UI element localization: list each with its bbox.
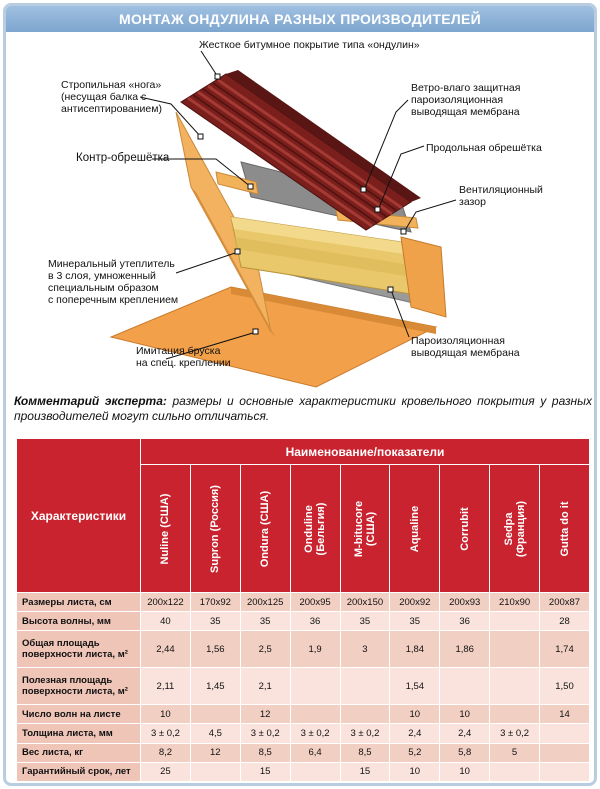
table-cell: 210x90: [490, 593, 540, 612]
table-cell: 3 ± 0,2: [490, 724, 540, 743]
table-cell: [190, 705, 240, 724]
label-vent-2: зазор: [459, 196, 486, 208]
table-cell: [490, 705, 540, 724]
manufacturer-name: Supron (Россия): [209, 484, 222, 573]
label-top-cover: Жесткое битумное покрытие типа «ондулин»: [199, 39, 420, 51]
table-row: [17, 762, 590, 781]
manufacturer-name: Gutta do it: [558, 501, 571, 556]
table-cell: 10: [390, 762, 440, 781]
infographic-frame: [3, 3, 597, 786]
manufacturer-name: Sedpa (Франция): [502, 500, 527, 557]
table-cell: 15: [340, 762, 390, 781]
table-cell: 15: [240, 762, 290, 781]
table-cell: 1,84: [390, 631, 440, 668]
label-membrane-1: Ветро-влаго защитная: [411, 82, 521, 94]
table-cell: 12: [240, 705, 290, 724]
table-cell: 200x150: [340, 593, 390, 612]
table-cell: 8,2: [141, 743, 191, 762]
table-cell: 1,74: [540, 631, 590, 668]
table-cell: 5,8: [440, 743, 490, 762]
table-cell: 36: [290, 612, 340, 631]
label-insul-3: специальным образом: [48, 282, 159, 294]
table-cell: 2,4: [390, 724, 440, 743]
table-cell: 10: [390, 705, 440, 724]
page-title: МОНТАЖ ОНДУЛИНА РАЗНЫХ ПРОИЗВОДИТЕЛЕЙ: [6, 6, 594, 32]
table-cell: 200x93: [440, 593, 490, 612]
table-cell: 1,54: [390, 668, 440, 705]
table-cell: 2,4: [440, 724, 490, 743]
table-cell: 4,5: [190, 724, 240, 743]
manufacturer-header: [440, 465, 490, 593]
table-cell: 200x92: [390, 593, 440, 612]
label-counter-batten: Контр-обрешётка: [76, 152, 170, 164]
table-cell: 3 ± 0,2: [340, 724, 390, 743]
expert-comment: [14, 394, 592, 424]
spec-table: [16, 438, 590, 782]
table-row: [17, 668, 590, 705]
manufacturer-name: Onduline (Бельгия): [303, 502, 328, 555]
comment-lead: Комментарий эксперта:: [14, 394, 167, 408]
header-names: Наименование/показатели: [141, 439, 590, 465]
manufacturer-header: [340, 465, 390, 593]
manufacturer-name: Corrubit: [458, 506, 471, 551]
manufacturer-header: [141, 465, 191, 593]
manufacturer-name: Ondura (США): [259, 490, 272, 567]
table-cell: [290, 668, 340, 705]
manufacturer-name: Aqualine: [408, 505, 421, 552]
row-label: Гарантийный срок, лет: [17, 762, 141, 781]
table-row: [17, 705, 590, 724]
label-insul-2: в 3 слоя, умноженный: [48, 270, 156, 282]
table-cell: 10: [440, 762, 490, 781]
table-cell: 1,50: [540, 668, 590, 705]
table-row: [17, 593, 590, 612]
row-label: Общая площадь поверхности листа, м²: [17, 631, 141, 668]
table-cell: 3 ± 0,2: [141, 724, 191, 743]
table-cell: 200x122: [141, 593, 191, 612]
label-long-batten: Продольная обрешётка: [426, 142, 542, 154]
header-characteristics: Характеристики: [17, 439, 141, 593]
table-row: [17, 724, 590, 743]
label-vapor-1: Пароизоляционная: [411, 335, 505, 347]
manufacturer-header: [240, 465, 290, 593]
table-cell: [490, 668, 540, 705]
row-label: Толщина листа, мм: [17, 724, 141, 743]
manufacturer-header: [490, 465, 540, 593]
table-cell: [540, 724, 590, 743]
table-cell: 2,44: [141, 631, 191, 668]
label-rafter-2: (несущая балка с: [61, 91, 147, 103]
table-cell: 25: [141, 762, 191, 781]
table-cell: 36: [440, 612, 490, 631]
manufacturer-header: [390, 465, 440, 593]
table-cell: 3: [340, 631, 390, 668]
manufacturer-header: [190, 465, 240, 593]
table-cell: [190, 762, 240, 781]
table-row: [17, 743, 590, 762]
table-cell: [490, 762, 540, 781]
table-cell: 40: [141, 612, 191, 631]
rafter-end: [401, 237, 446, 317]
table-cell: [340, 705, 390, 724]
label-insul-4: с поперечным креплением: [48, 294, 179, 306]
roof-diagram: [6, 32, 594, 392]
table-cell: 6,4: [290, 743, 340, 762]
row-label: Вес листа, кг: [17, 743, 141, 762]
row-label: Полезная площадь поверхности листа, м²: [17, 668, 141, 705]
table-row: [17, 631, 590, 668]
table-cell: 5: [490, 743, 540, 762]
manufacturer-name: Nuline (США): [159, 493, 172, 564]
label-membrane-2: пароизоляционная: [411, 94, 504, 106]
table-cell: [540, 743, 590, 762]
table-cell: 12: [190, 743, 240, 762]
table-cell: 35: [340, 612, 390, 631]
table-cell: 35: [390, 612, 440, 631]
table-cell: [540, 762, 590, 781]
table-cell: 170x92: [190, 593, 240, 612]
table-cell: 1,86: [440, 631, 490, 668]
table-cell: 35: [240, 612, 290, 631]
table-cell: 5,2: [390, 743, 440, 762]
table-cell: [490, 631, 540, 668]
table-cell: [290, 762, 340, 781]
table-row: [17, 612, 590, 631]
label-vent-1: Вентиляционный: [459, 184, 543, 196]
manufacturer-header: [540, 465, 590, 593]
label-imit-2: на спец. креплении: [136, 357, 231, 369]
row-label: Размеры листа, см: [17, 593, 141, 612]
label-vapor-2: выводящая мембрана: [411, 347, 520, 359]
table-cell: 1,45: [190, 668, 240, 705]
manufacturer-name: M-bitucore (США): [352, 500, 377, 557]
table-cell: 2,11: [141, 668, 191, 705]
manufacturer-header: [290, 465, 340, 593]
label-membrane-3: выводящая мембрана: [411, 106, 520, 118]
table-cell: 3 ± 0,2: [290, 724, 340, 743]
table-cell: 14: [540, 705, 590, 724]
label-imit-1: Имитация бруска: [136, 345, 221, 357]
table-cell: 10: [440, 705, 490, 724]
label-rafter-3: антисептированием): [61, 103, 162, 115]
table-cell: 200x87: [540, 593, 590, 612]
table-cell: 200x125: [240, 593, 290, 612]
label-rafter-1: Стропильная «нога»: [61, 79, 162, 91]
table-cell: [290, 705, 340, 724]
table-cell: 28: [540, 612, 590, 631]
row-label: Число волн на листе: [17, 705, 141, 724]
table-cell: 2,1: [240, 668, 290, 705]
table-cell: [440, 668, 490, 705]
table-cell: 8,5: [340, 743, 390, 762]
label-insul-1: Минеральный утеплитель: [48, 258, 175, 270]
row-label: Высота волны, мм: [17, 612, 141, 631]
comment-text: размеры и основные характеристики кровельного покрытия у разных производителей могут сильно отличаться.: [14, 394, 592, 423]
table-cell: 10: [141, 705, 191, 724]
table-cell: 35: [190, 612, 240, 631]
table-cell: 2,5: [240, 631, 290, 668]
table-cell: 200x95: [290, 593, 340, 612]
table-cell: 3 ± 0,2: [240, 724, 290, 743]
table-cell: 1,56: [190, 631, 240, 668]
table-cell: 1,9: [290, 631, 340, 668]
table-cell: [340, 668, 390, 705]
table-cell: 8,5: [240, 743, 290, 762]
table-cell: [490, 612, 540, 631]
